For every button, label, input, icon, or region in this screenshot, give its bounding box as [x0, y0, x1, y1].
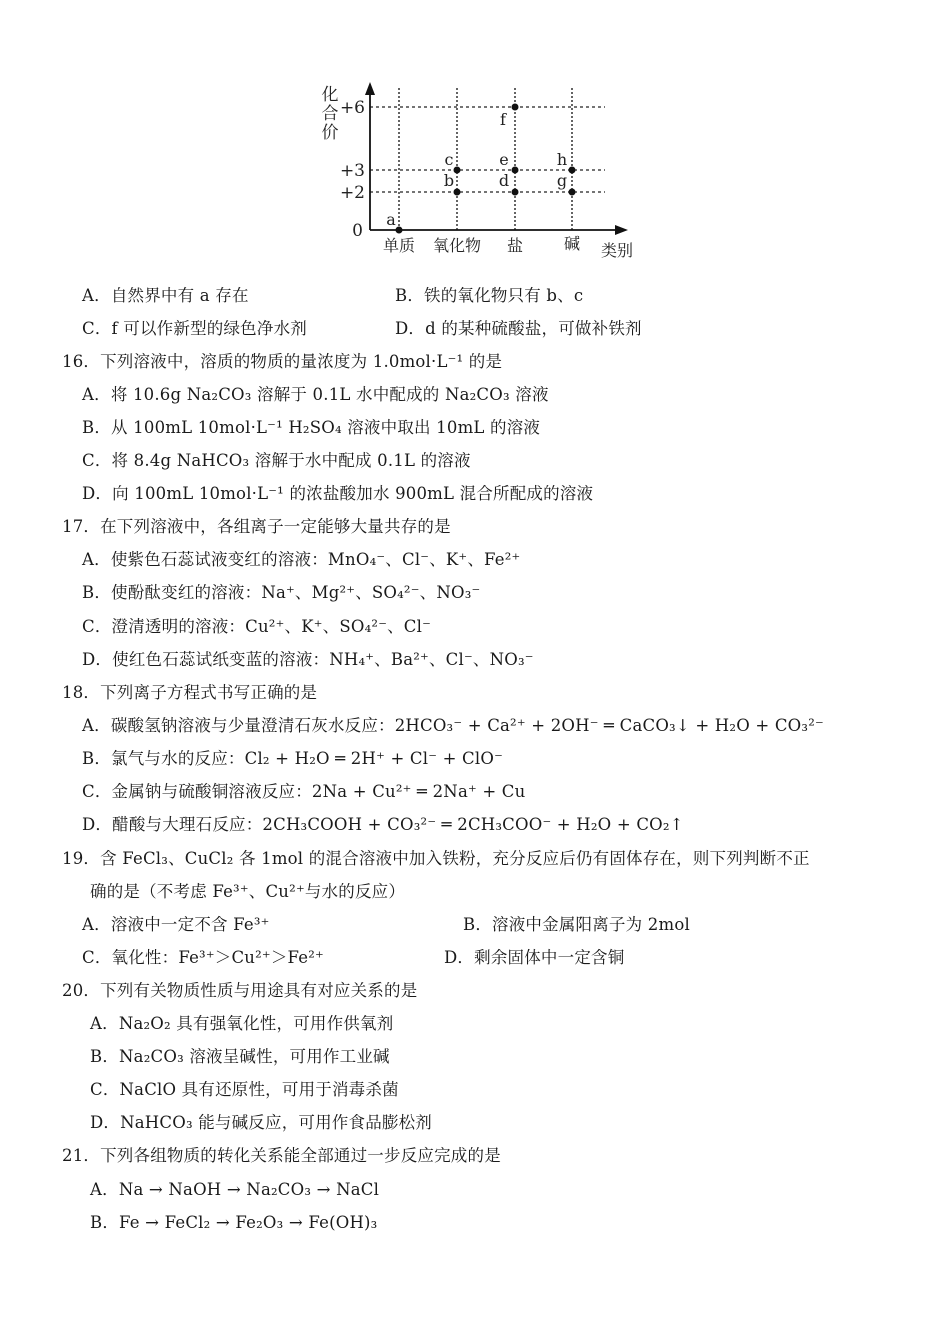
- svg-text:合: 合: [321, 104, 339, 124]
- diagram-svg: [310, 78, 650, 268]
- q19-option-b: B．溶液中金属阳离子为 2mol: [463, 915, 690, 934]
- svg-text:类别: 类别: [600, 241, 634, 260]
- q18-option-b: B．氯气与水的反应：Cl₂ + H₂O ═ 2H⁺ + Cl⁻ + ClO⁻: [82, 749, 503, 768]
- q16-option-b: B．从 100mL 10mol·L⁻¹ H₂SO₄ 溶液中取出 10mL 的溶液: [82, 418, 541, 437]
- q21-stem: 21．下列各组物质的转化关系能全部通过一步反应完成的是: [62, 1146, 501, 1165]
- q17-option-b: B．使酚酞变红的溶液：Na⁺、Mg²⁺、SO₄²⁻、NO₃⁻: [82, 583, 481, 602]
- q19-stem-line2: 确的是（不考虑 Fe³⁺、Cu²⁺与水的反应）: [90, 882, 406, 901]
- svg-text:+3: +3: [339, 161, 365, 181]
- q18-option-a: A．碳酸氢钠溶液与少量澄清石灰水反应：2HCO₃⁻ + Ca²⁺ + 2OH⁻ ═ CaCO₃↓ + H₂O + CO₃²⁻: [82, 716, 824, 735]
- svg-text:价: 价: [321, 123, 339, 143]
- q16-option-c: C．将 8.4g NaHCO₃ 溶解于水中配成 0.1L 的溶液: [82, 451, 471, 470]
- svg-text:a: a: [386, 210, 396, 229]
- q19-option-a: A．溶液中一定不含 Fe³⁺: [82, 915, 270, 934]
- svg-text:g: g: [556, 171, 568, 190]
- q15-option-d: D．d 的某种硫酸盐，可做补铁剂: [395, 319, 642, 338]
- q17-option-d: D．使红色石蕊试纸变蓝的溶液：NH₄⁺、Ba²⁺、Cl⁻、NO₃⁻: [82, 650, 534, 669]
- y-axis-arrow-icon: [365, 82, 375, 95]
- q21-option-b: B．Fe → FeCl₂ → Fe₂O₃ → Fe(OH)₃: [90, 1213, 378, 1232]
- svg-text:h: h: [556, 150, 568, 169]
- svg-text:0: 0: [352, 221, 363, 241]
- svg-text:f: f: [500, 110, 506, 129]
- svg-text:碱: 碱: [563, 234, 581, 253]
- q18-option-d: D．醋酸与大理石反应：2CH₃COOH + CO₃²⁻ ═ 2CH₃COO⁻ + H₂O + CO₂↑: [82, 815, 684, 834]
- x-axis-arrow-icon: [615, 225, 628, 235]
- q18-stem: 18．下列离子方程式书写正确的是: [62, 683, 318, 702]
- q20-option-a: A．Na₂O₂ 具有强氧化性，可用作供氧剂: [90, 1014, 394, 1033]
- q20-option-c: C．NaClO 具有还原性，可用于消毒杀菌: [90, 1080, 399, 1099]
- svg-text:b: b: [443, 171, 455, 190]
- svg-text:化: 化: [321, 85, 339, 105]
- svg-text:单质: 单质: [382, 236, 416, 255]
- svg-text:d: d: [498, 171, 510, 190]
- q21-option-a: A．Na → NaOH → Na₂CO₃ → NaCl: [90, 1180, 380, 1199]
- q16-option-a: A．将 10.6g Na₂CO₃ 溶解于 0.1L 水中配成的 Na₂CO₃ 溶液: [82, 385, 549, 404]
- q20-option-b: B．Na₂CO₃ 溶液呈碱性，可用作工业碱: [90, 1047, 390, 1066]
- svg-text:盐: 盐: [506, 236, 524, 255]
- q15-option-c: C．f 可以作新型的绿色净水剂: [82, 319, 307, 338]
- q15-option-b: B．铁的氧化物只有 b、c: [395, 286, 584, 305]
- q19-stem-line1: 19．含 FeCl₃、CuCl₂ 各 1mol 的混合溶液中加入铁粉，充分反应后仍有固体存在，则下列判断不正: [62, 849, 810, 868]
- q15-option-a: A．自然界中有 a 存在: [82, 286, 249, 305]
- q20-stem: 20．下列有关物质性质与用途具有对应关系的是: [62, 981, 418, 1000]
- q19-option-c: C．氧化性：Fe³⁺＞Cu²⁺＞Fe²⁺: [82, 948, 324, 967]
- q17-option-c: C．澄清透明的溶液：Cu²⁺、K⁺、SO₄²⁻、Cl⁻: [82, 617, 432, 636]
- q20-option-d: D．NaHCO₃ 能与碱反应，可用作食品膨松剂: [90, 1113, 433, 1132]
- svg-text:c: c: [444, 150, 454, 169]
- svg-text:+6: +6: [339, 98, 365, 118]
- svg-text:+2: +2: [339, 183, 365, 203]
- q17-stem: 17．在下列溶液中，各组离子一定能够大量共存的是: [62, 517, 451, 536]
- q19-option-d: D．剩余固体中一定含铜: [444, 948, 625, 967]
- svg-text:e: e: [499, 150, 509, 169]
- q18-option-c: C．金属钠与硫酸铜溶液反应：2Na + Cu²⁺ ═ 2Na⁺ + Cu: [82, 782, 526, 801]
- svg-text:氧化物: 氧化物: [432, 236, 482, 255]
- valence-category-diagram: [310, 78, 650, 268]
- q16-option-d: D．向 100mL 10mol·L⁻¹ 的浓盐酸加水 900mL 混合所配成的溶液: [82, 484, 594, 503]
- q16-stem: 16．下列溶液中，溶质的物质的量浓度为 1.0mol·L⁻¹ 的是: [62, 352, 503, 371]
- q17-option-a: A．使紫色石蕊试液变红的溶液：MnO₄⁻、Cl⁻、K⁺、Fe²⁺: [82, 550, 521, 569]
